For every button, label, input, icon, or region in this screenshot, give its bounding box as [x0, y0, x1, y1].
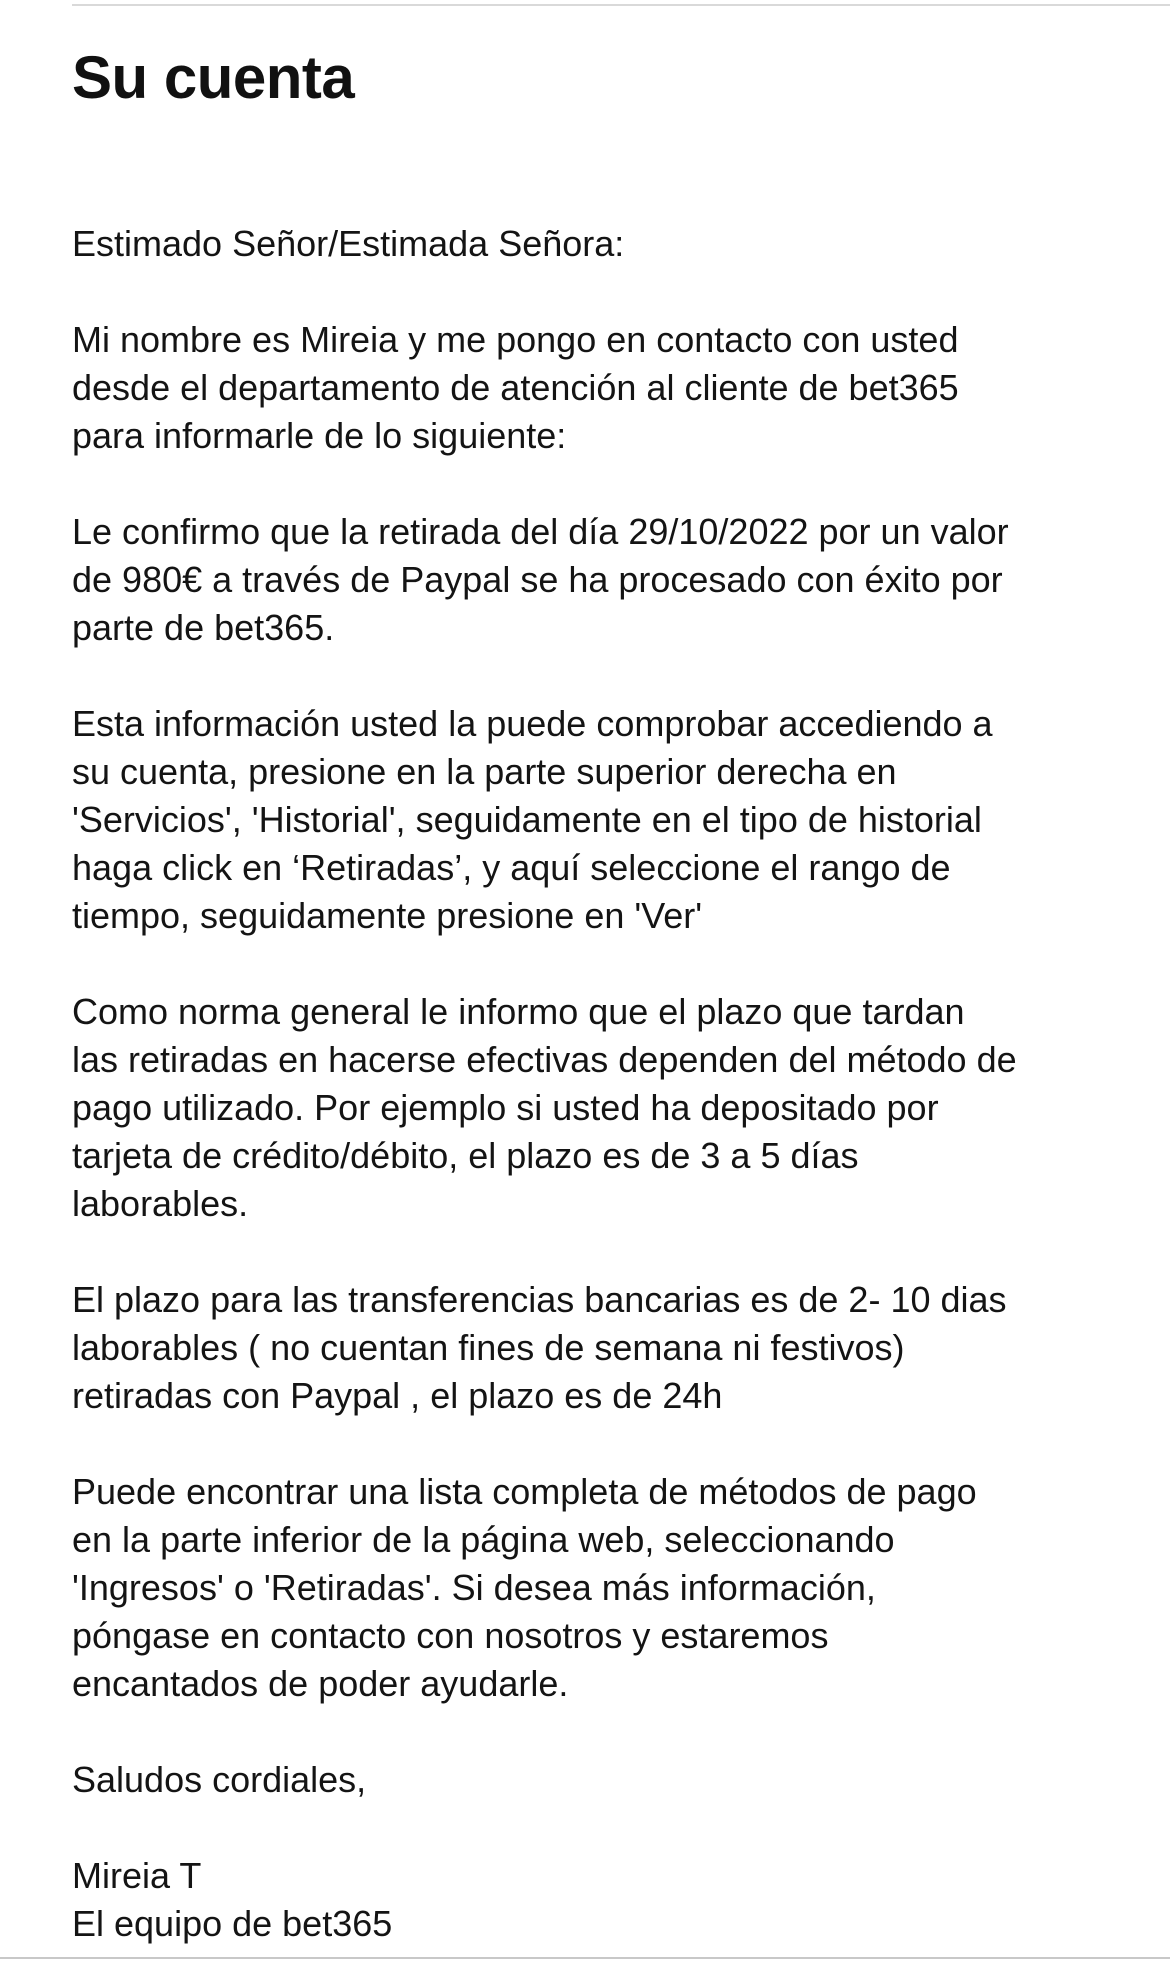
email-content	[72, 38, 1132, 1948]
greeting: Estimado Señor/Estimada Señora:	[72, 223, 625, 264]
payment-methods-paragraph: Puede encontrar una lista completa de métodos de pago en la parte inferior de la página web, seleccionando 'Ingresos' o 'Retiradas'. Si desea más información, póngase en contacto con nosotros y estaremos encantados de poder ayudarle.	[72, 1471, 977, 1704]
email-title: Su cuenta	[72, 44, 355, 111]
intro-paragraph: Mi nombre es Mireia y me pongo en contacto con usted desde el departamento de atención al cliente de bet365 para informarle de lo siguiente:	[72, 319, 959, 456]
instructions-paragraph: Esta información usted la puede comprobar accediendo a su cuenta, presione en la parte superior derecha en 'Servicios', 'Historial', seguidamente en el tipo de historial haga click en ‘Retiradas’, y aquí seleccione el rango de tiempo, seguidamente presione en 'Ver'	[72, 703, 993, 936]
closing: Saludos cordiales,	[72, 1759, 367, 1800]
processing-time-paragraph: Como norma general le informo que el plazo que tardan las retiradas en hacerse efectivas dependen del método de pago utilizado. Por ejemplo si usted ha depositado por tarjeta de crédito/débito, el plazo es de 3 a 5 días laborables.	[72, 991, 1017, 1224]
signature: Mireia T El equipo de bet365	[72, 1855, 393, 1944]
top-divider	[72, 4, 1170, 6]
confirmation-paragraph: Le confirmo que la retirada del día 29/10/2022 por un valor de 980€ a través de Paypal se ha procesado con éxito por parte de bet365.	[72, 511, 1009, 648]
email-body	[72, 220, 1132, 1948]
bottom-divider	[0, 1957, 1170, 1959]
transfer-time-paragraph: El plazo para las transferencias bancarias es de 2- 10 dias laborables ( no cuentan fines de semana ni festivos) retiradas con Paypal , el plazo es de 24h	[72, 1279, 1007, 1416]
